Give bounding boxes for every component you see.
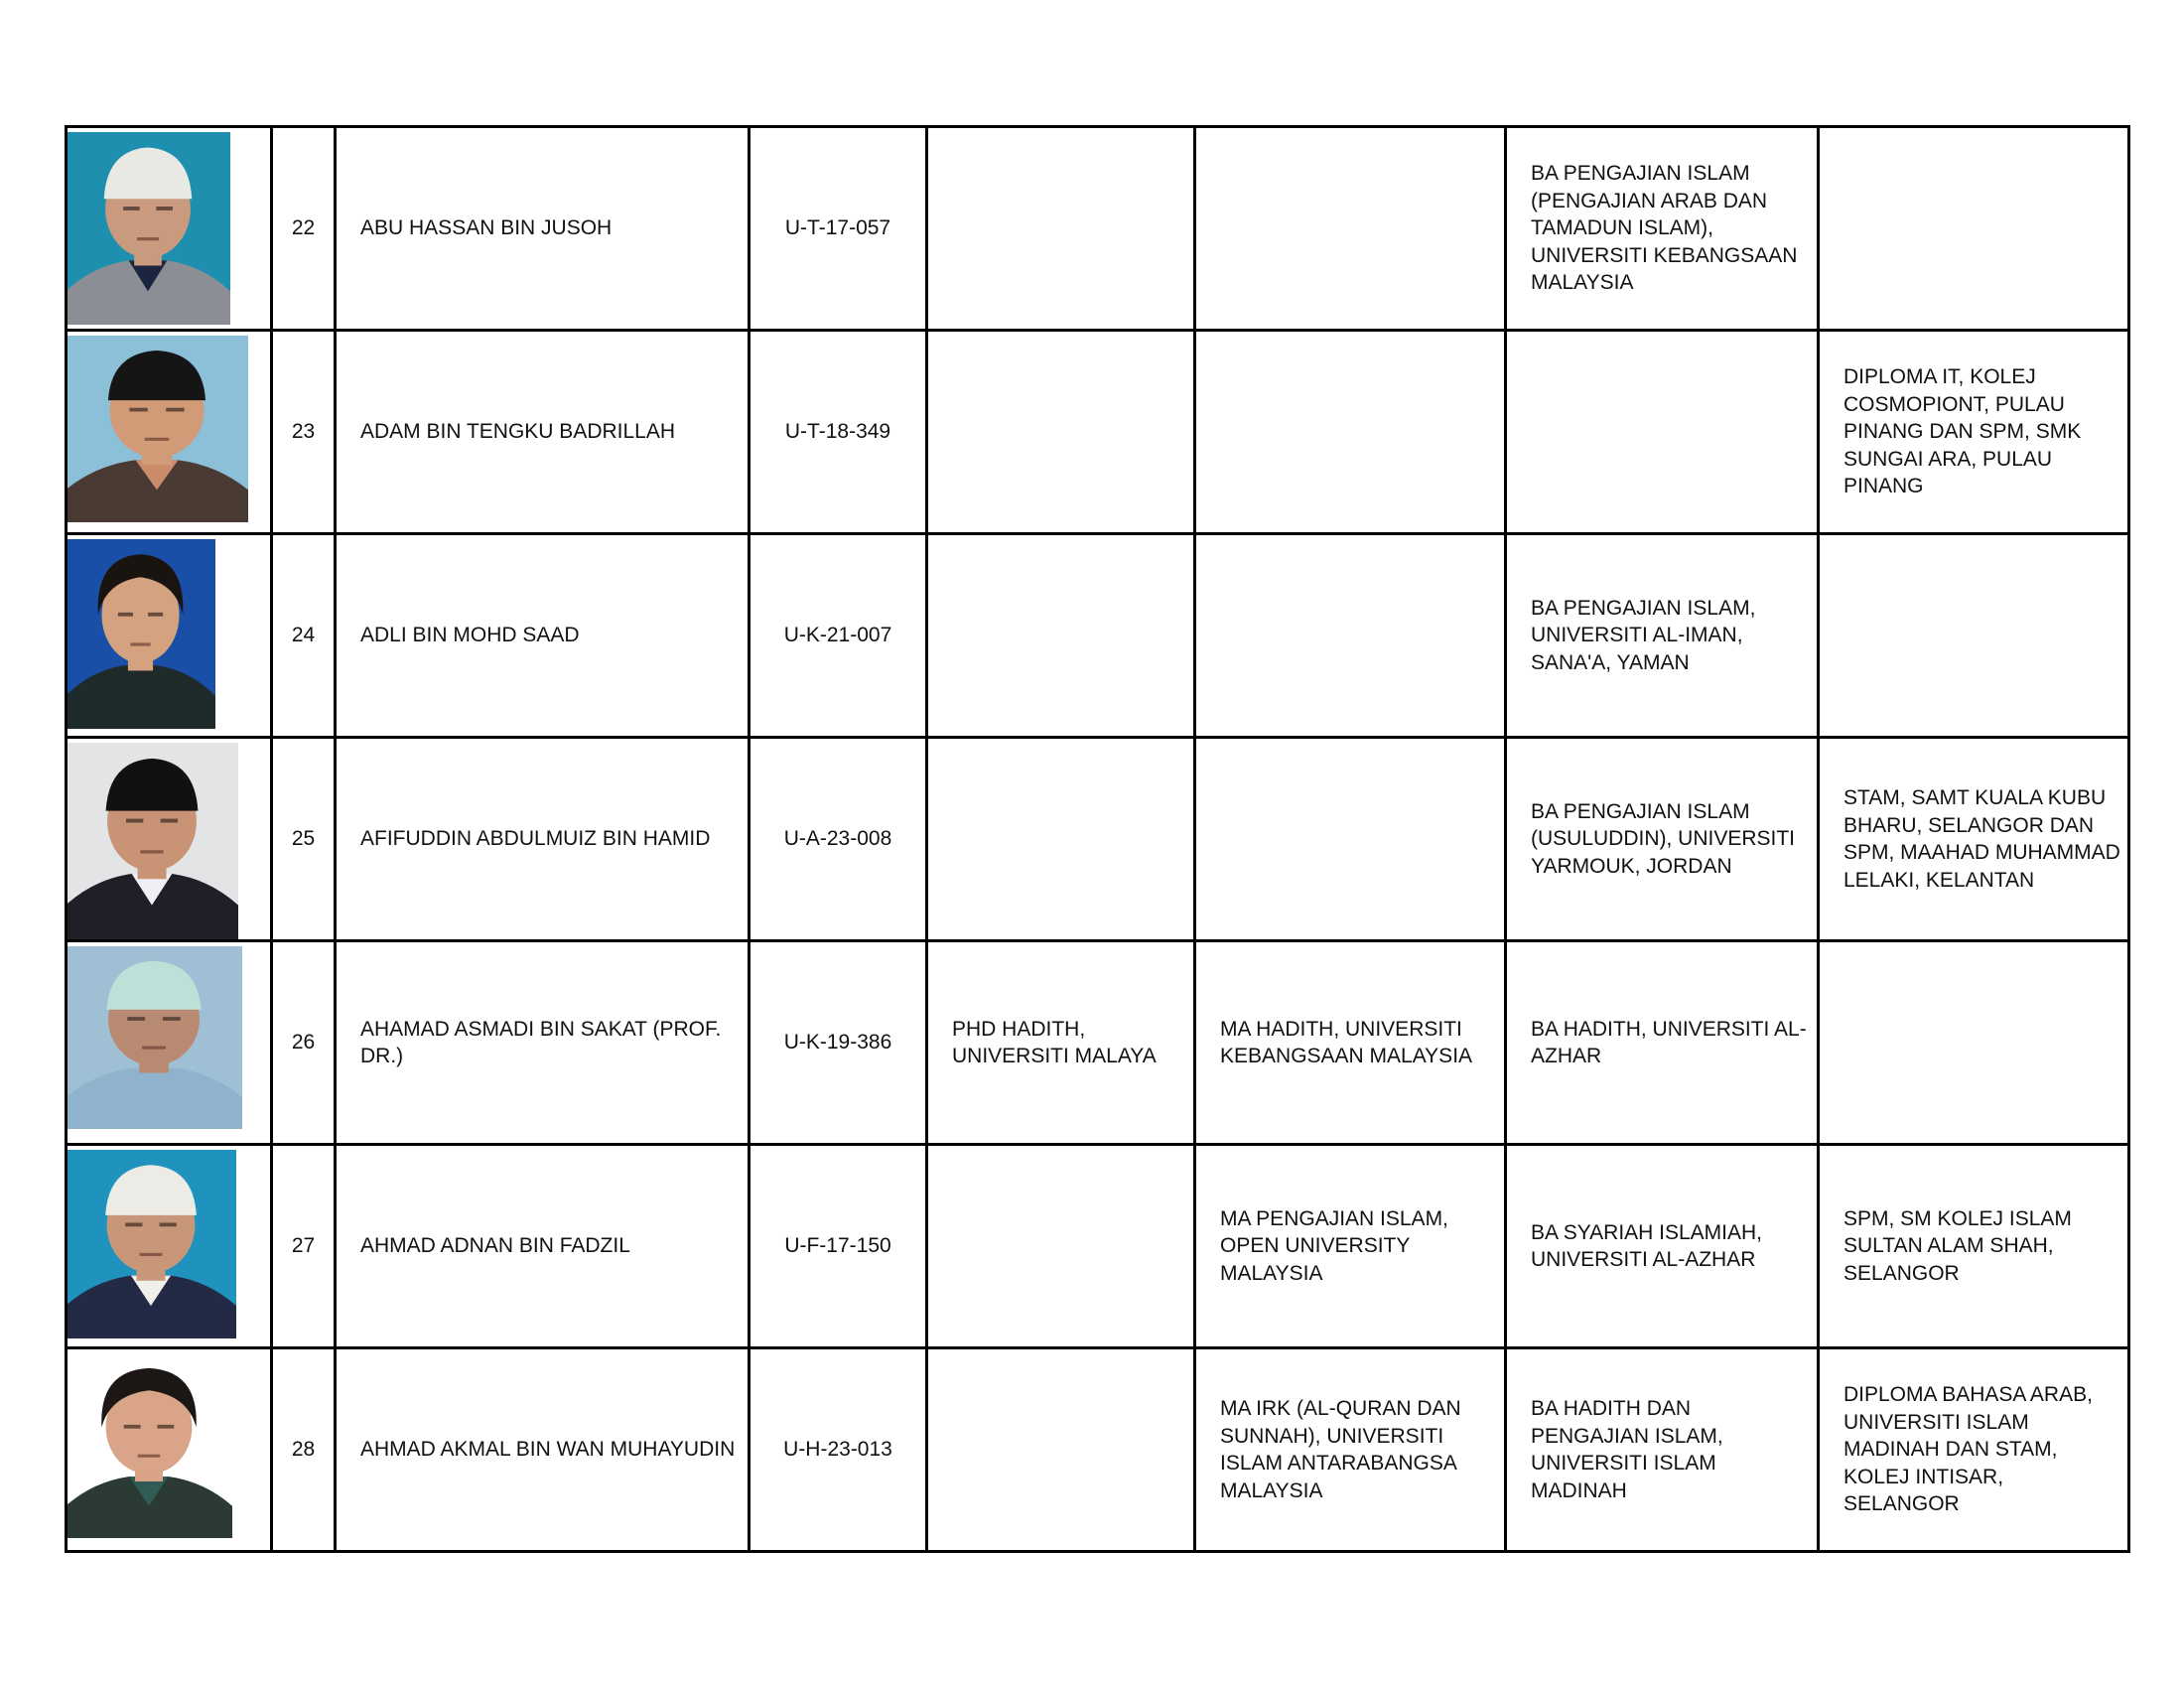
registration-id: U-K-21-007 — [750, 534, 927, 738]
masters-qualification: MA PENGAJIAN ISLAM, OPEN UNIVERSITY MALAYSIA — [1195, 1145, 1506, 1348]
person-name: AHMAD AKMAL BIN WAN MUHAYUDIN — [336, 1348, 750, 1552]
phd-qualification — [927, 738, 1195, 941]
photo-cell — [67, 127, 272, 331]
table-row — [67, 941, 2129, 1145]
portrait-photo — [67, 1150, 237, 1338]
person-name: ABU HASSAN BIN JUSOH — [336, 127, 750, 331]
person-silhouette-icon — [67, 336, 249, 522]
phd-qualification — [927, 1145, 1195, 1348]
other-qualification: DIPLOMA IT, KOLEJ COSMOPIONT, PULAU PINANG DAN SPM, SMK SUNGAI ARA, PULAU PINANG — [1819, 331, 2129, 534]
staff-qualification-table — [65, 125, 2130, 1553]
person-silhouette-icon — [67, 946, 243, 1129]
photo-cell — [67, 1348, 272, 1552]
table-row — [67, 534, 2129, 738]
row-number: 26 — [272, 941, 336, 1145]
photo-cell — [67, 738, 272, 941]
person-name: AFIFUDDIN ABDULMUIZ BIN HAMID — [336, 738, 750, 941]
registration-id: U-A-23-008 — [750, 738, 927, 941]
phd-qualification — [927, 534, 1195, 738]
row-number: 23 — [272, 331, 336, 534]
phd-qualification — [927, 1348, 1195, 1552]
other-qualification: STAM, SAMT KUALA KUBU BHARU, SELANGOR DAN SPM, MAAHAD MUHAMMAD LELAKI, KELANTAN — [1819, 738, 2129, 941]
bachelor-qualification: BA HADITH, UNIVERSITI AL-AZHAR — [1506, 941, 1819, 1145]
portrait-photo — [67, 336, 249, 522]
person-silhouette-icon — [67, 1150, 237, 1338]
person-name: ADLI BIN MOHD SAAD — [336, 534, 750, 738]
bachelor-qualification: BA PENGAJIAN ISLAM, UNIVERSITI AL-IMAN, SANA'A, YAMAN — [1506, 534, 1819, 738]
table-row — [67, 1145, 2129, 1348]
portrait-photo — [67, 539, 216, 729]
photo-cell — [67, 941, 272, 1145]
table-row — [67, 1348, 2129, 1552]
masters-qualification — [1195, 534, 1506, 738]
portrait-photo — [67, 946, 243, 1129]
bachelor-qualification: BA HADITH DAN PENGAJIAN ISLAM, UNIVERSITI ISLAM MADINAH — [1506, 1348, 1819, 1552]
masters-qualification — [1195, 331, 1506, 534]
registration-id: U-T-18-349 — [750, 331, 927, 534]
photo-cell — [67, 534, 272, 738]
portrait-photo — [67, 1353, 233, 1538]
other-qualification: DIPLOMA BAHASA ARAB, UNIVERSITI ISLAM MADINAH DAN STAM, KOLEJ INTISAR, SELANGOR — [1819, 1348, 2129, 1552]
table-row — [67, 127, 2129, 331]
person-name: AHMAD ADNAN BIN FADZIL — [336, 1145, 750, 1348]
person-silhouette-icon — [67, 132, 231, 325]
other-qualification — [1819, 127, 2129, 331]
masters-qualification — [1195, 127, 1506, 331]
row-number: 25 — [272, 738, 336, 941]
registration-id: U-T-17-057 — [750, 127, 927, 331]
bachelor-qualification — [1506, 331, 1819, 534]
bachelor-qualification: BA PENGAJIAN ISLAM (USULUDDIN), UNIVERSITI YARMOUK, JORDAN — [1506, 738, 1819, 941]
row-number: 22 — [272, 127, 336, 331]
portrait-photo — [67, 743, 239, 939]
person-name: ADAM BIN TENGKU BADRILLAH — [336, 331, 750, 534]
phd-qualification — [927, 127, 1195, 331]
phd-qualification: PHD HADITH, UNIVERSITI MALAYA — [927, 941, 1195, 1145]
row-number: 24 — [272, 534, 336, 738]
other-qualification: SPM, SM KOLEJ ISLAM SULTAN ALAM SHAH, SELANGOR — [1819, 1145, 2129, 1348]
masters-qualification: MA HADITH, UNIVERSITI KEBANGSAAN MALAYSIA — [1195, 941, 1506, 1145]
other-qualification — [1819, 941, 2129, 1145]
table-row — [67, 738, 2129, 941]
row-number: 28 — [272, 1348, 336, 1552]
table-row — [67, 331, 2129, 534]
bachelor-qualification: BA PENGAJIAN ISLAM (PENGAJIAN ARAB DAN TAMADUN ISLAM), UNIVERSITI KEBANGSAAN MALAYSIA — [1506, 127, 1819, 331]
portrait-photo — [67, 132, 231, 325]
person-silhouette-icon — [67, 539, 216, 729]
registration-id: U-K-19-386 — [750, 941, 927, 1145]
masters-qualification: MA IRK (AL-QURAN DAN SUNNAH), UNIVERSITI ISLAM ANTARABANGSA MALAYSIA — [1195, 1348, 1506, 1552]
person-silhouette-icon — [67, 1353, 233, 1538]
phd-qualification — [927, 331, 1195, 534]
bachelor-qualification: BA SYARIAH ISLAMIAH, UNIVERSITI AL-AZHAR — [1506, 1145, 1819, 1348]
person-silhouette-icon — [67, 743, 239, 939]
registration-id: U-H-23-013 — [750, 1348, 927, 1552]
masters-qualification — [1195, 738, 1506, 941]
registration-id: U-F-17-150 — [750, 1145, 927, 1348]
row-number: 27 — [272, 1145, 336, 1348]
other-qualification — [1819, 534, 2129, 738]
photo-cell — [67, 331, 272, 534]
photo-cell — [67, 1145, 272, 1348]
person-name: AHAMAD ASMADI BIN SAKAT (PROF. DR.) — [336, 941, 750, 1145]
